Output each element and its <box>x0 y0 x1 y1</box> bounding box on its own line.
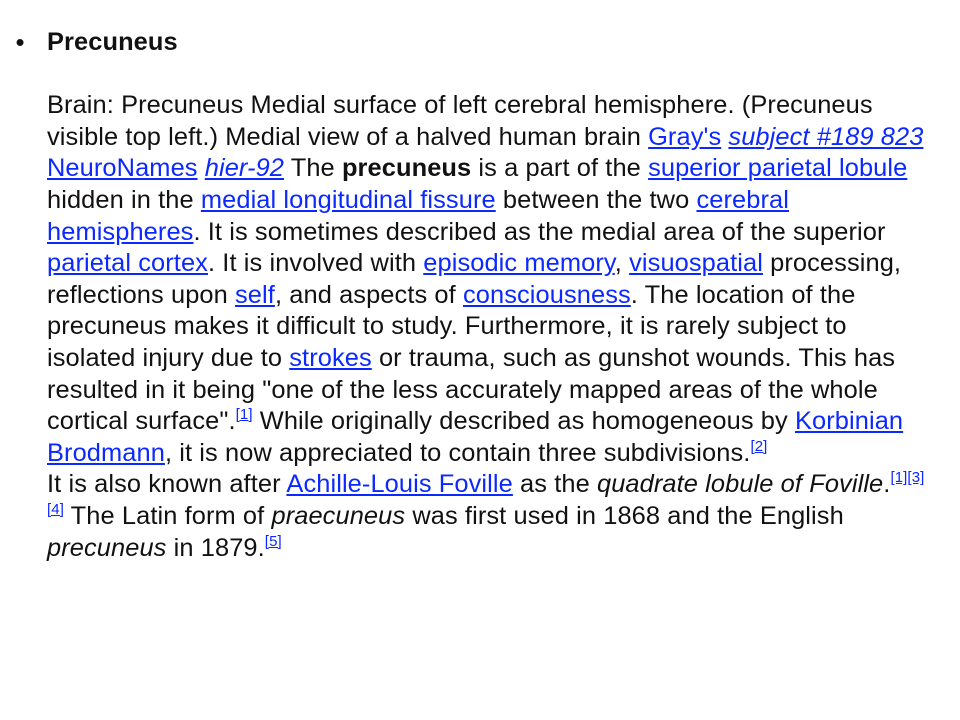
link-cerebral-hemispheres[interactable]: cerebral hemispheres <box>47 185 789 246</box>
text-run: , <box>614 249 630 278</box>
text-run: , and aspects of <box>274 280 463 309</box>
bold-term: precuneus <box>341 154 472 183</box>
link-korbinian-brodmann[interactable]: Korbinian Brodmann <box>47 407 904 467</box>
citation-link[interactable]: [1] <box>890 469 908 487</box>
link-visuospatial[interactable]: visuospatial <box>629 249 763 278</box>
citation-link[interactable]: [3] <box>907 469 925 487</box>
text-run: or trauma, such as gunshot wounds. This has resulted in it being "one of the less accurately mapped areas of the whole cortical surface". <box>47 343 896 436</box>
link-superior-parietal-lobule[interactable]: superior parietal lobule <box>648 154 908 183</box>
text-run: was first used in 1868 and the English <box>405 501 844 530</box>
link-hier[interactable]: hier-92 <box>204 154 285 183</box>
text-run: The <box>284 154 342 183</box>
text-run: processing, reflections upon <box>47 249 902 309</box>
paragraph-2 <box>47 469 927 564</box>
citation-link[interactable]: [1] <box>235 406 253 424</box>
text-run: , it is now appreciated to contain three subdivisions. <box>164 438 751 467</box>
article-body <box>47 90 927 564</box>
italic-term: precuneus <box>47 533 167 562</box>
link-grays[interactable]: Gray's <box>648 122 722 151</box>
text-run: between the two <box>495 185 697 214</box>
text-run: Brain: Precuneus Medial surface of left cerebral hemisphere. (Precuneus visible top left.) Medial view of a halved human brain <box>47 91 873 151</box>
citation-link[interactable]: [2] <box>750 437 768 455</box>
italic-term: quadrate lobule of Foville <box>596 470 884 499</box>
link-consciousness[interactable]: consciousness <box>462 280 631 309</box>
citation-link[interactable]: [4] <box>47 500 64 518</box>
text-run: The Latin form of <box>63 501 272 530</box>
text-run: as the <box>512 470 597 499</box>
text-run: . <box>883 470 891 499</box>
text-run: . It is sometimes described as the medial area of the superior <box>193 217 886 246</box>
text-run: It is also known after <box>47 470 287 499</box>
link-episodic-memory[interactable]: episodic memory <box>423 249 615 278</box>
text-run: . The location of the precuneus makes it difficult to study. Furthermore, it is rarely subject to isolated injury due to <box>47 280 856 372</box>
link-achille-louis-foville[interactable]: Achille-Louis Foville <box>286 470 513 499</box>
text-run: While originally described as homogeneous by <box>252 407 795 436</box>
link-self[interactable]: self <box>235 280 275 309</box>
link-medial-longitudinal-fissure[interactable]: medial longitudinal fissure <box>200 185 496 214</box>
italic-term: praecuneus <box>271 501 406 530</box>
link-parietal-cortex[interactable]: parietal cortex <box>47 249 208 278</box>
bullet-title: Precuneus <box>47 28 178 56</box>
citation-link[interactable]: [5] <box>264 532 282 550</box>
text-run: in 1879. <box>166 533 265 562</box>
link-neuronames[interactable]: NeuroNames <box>47 154 198 183</box>
bullet-icon: • <box>15 27 25 57</box>
text-run: hidden in the <box>47 185 201 214</box>
paragraph-1 <box>47 90 927 469</box>
bullet-content <box>47 27 927 564</box>
text-run: . It is involved with <box>207 249 424 278</box>
link-strokes[interactable]: strokes <box>289 343 372 372</box>
text-run: is a part of the <box>471 154 649 183</box>
link-subject[interactable]: subject #189 823 <box>728 122 924 151</box>
